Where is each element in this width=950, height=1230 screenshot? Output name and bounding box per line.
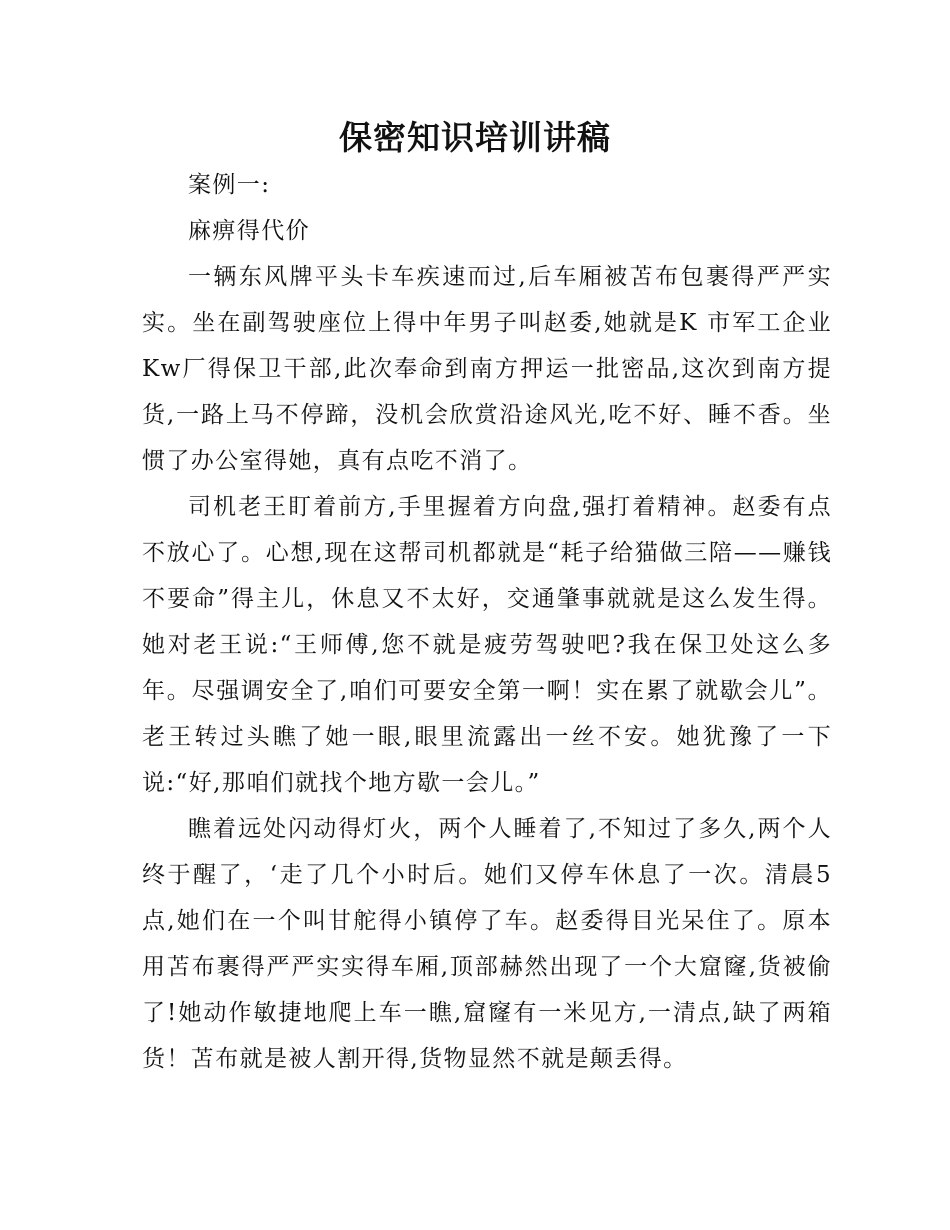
document-body: [142, 162, 832, 1082]
document-title: 保密知识培训讲稿: [339, 118, 611, 157]
paragraph-driver: 司机老王盯着前方,手里握着方向盘,强打着精神。赵委有点不放心了。心想,现在这帮司机都就是“耗子给猫做三陪——赚钱不要命”得主儿，休息又不太好，交通肇事就就是这么发生得。她对老王说:“王师傅,您不就是疲劳驾驶吧?我在保卫处这么多年。尽强调安全了,咱们可要安全第一啊！实在累了就歇会儿”。老王转过头瞧了她一眼,眼里流露出一丝不安。她犹豫了一下说:“好,那咱们就找个地方歇一会儿。”: [142, 494, 832, 796]
paragraph-case-label: 案例一:: [188, 172, 271, 198]
paragraph-truck: 一辆东风牌平头卡车疾速而过,后车厢被苫布包裹得严严实实。坐在副驾驶座位上得中年男子叫赵委,她就是K 市军工企业Kw厂得保卫干部,此次奉命到南方押运一批密品,这次到南方提货,一路上马不停蹄，没机会欣赏沿途风光,吃不好、睡不香。坐惯了办公室得她，真有点吃不消了。: [142, 264, 832, 474]
paragraph-theft: 瞧着远处闪动得灯火，两个人睡着了,不知过了多久,两个人终于醒了，‘走了几个小时后。她们又停车休息了一次。清晨5 点,她们在一个叫甘舵得小镇停了车。赵委得目光呆住了。原本用苫布裹得严严实实得车厢,顶部赫然出现了一个大窟窿,货被偷了!她动作敏捷地爬上车一瞧,窟窿有一米见方,一清点,缺了两箱货！苫布就是被人割开得,货物显然不就是颠丢得。: [142, 816, 833, 1072]
paragraph-case-heading: 麻痹得代价: [188, 218, 310, 244]
